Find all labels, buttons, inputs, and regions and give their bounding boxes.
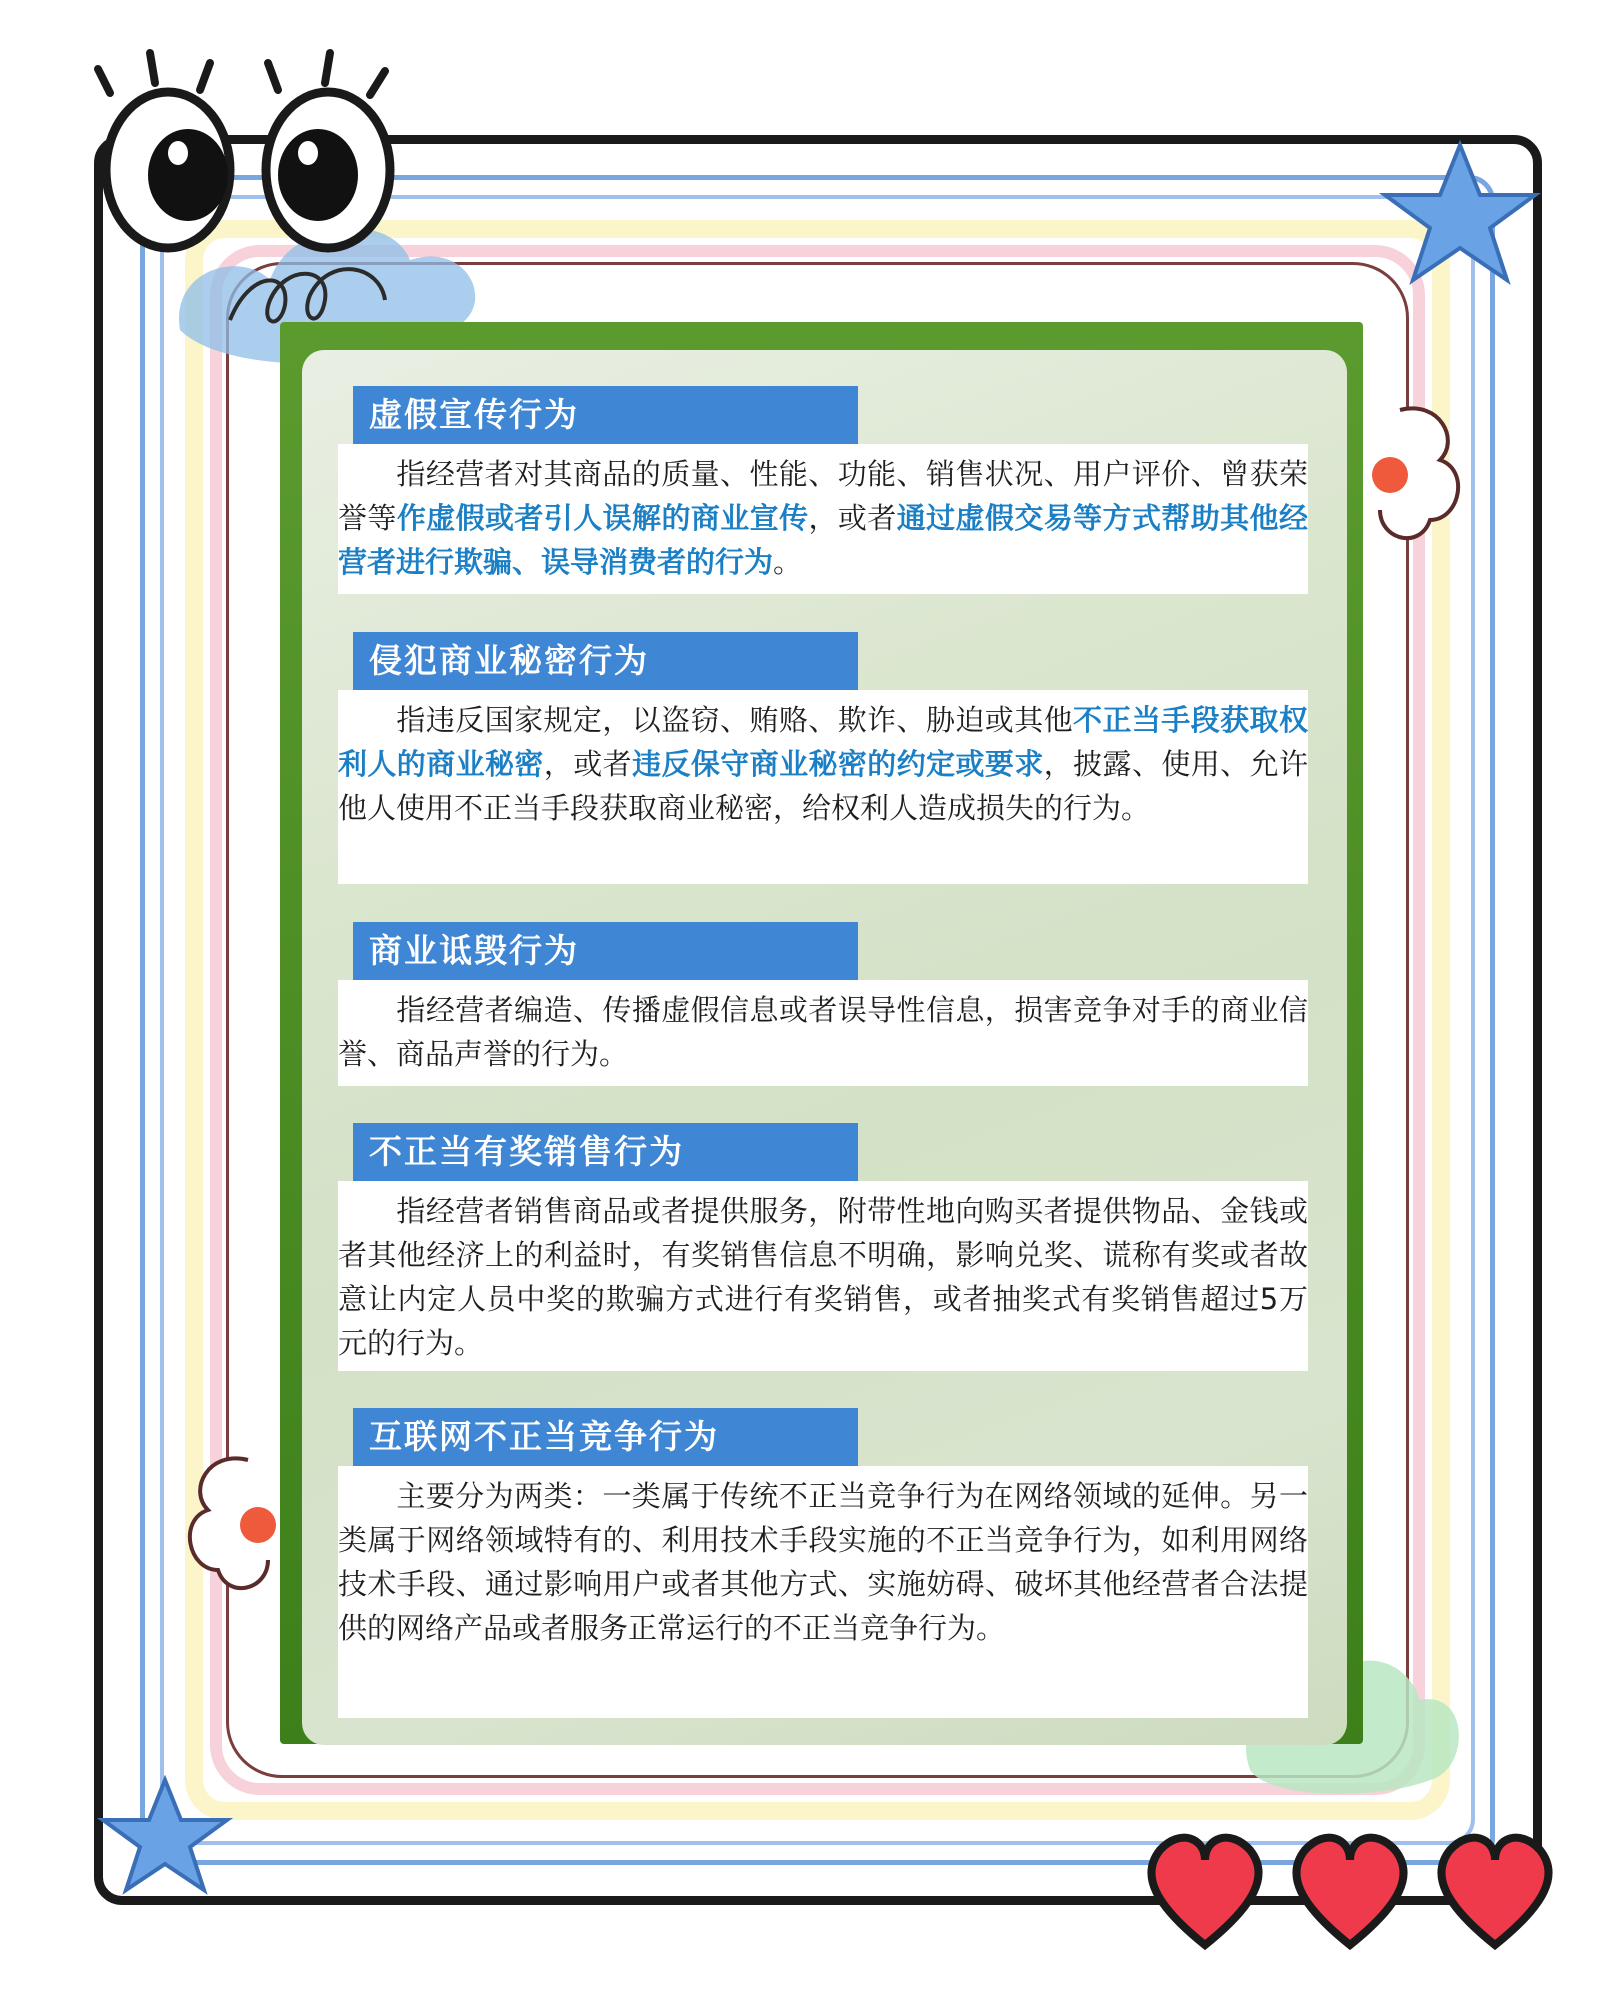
highlighted-text: 通过虚假交易等方式帮助其他经营者进行欺骗、误导消费者的行为 [338,501,1308,579]
highlighted-text: 不正当手段获取权利人的商业秘密 [338,703,1308,781]
highlighted-text: 作虚假或者引人误解的商业宣传 [396,501,809,535]
section-card [338,1408,1308,1720]
text-run: ，披露、使用、允许他人使用不正当手段获取商业秘密，给权利人造成损失的行为。 [338,747,1308,825]
section-body [338,980,1308,1086]
text-run: 指经营者编造、传播虚假信息或者误导性信息，损害竞争对手的商业信誉、商品声誉的行为。 [338,993,1308,1071]
flower-icon [1360,400,1470,560]
section-card [338,632,1308,886]
section-title: 互联网不正当竞争行为 [353,1408,858,1466]
section-title: 商业诋毁行为 [353,922,858,980]
star-icon [1375,140,1545,290]
text-run: 。 [773,545,803,579]
heart-icon [1135,1820,1575,1960]
section-body [338,690,1308,884]
text-run: ，或者 [543,747,633,781]
text-run: ，或者 [808,501,897,535]
text-run: 指经营者销售商品或者提供服务，附带性地向购买者提供物品、金钱或者其他经济上的利益时，有奖销售信息不明确，影响兑奖、谎称有奖或者故意让内定人员中奖的欺骗方式进行有奖销售，或者抽奖式有奖销售超过5万元的行为。 [338,1194,1308,1360]
section-card [338,922,1308,1087]
section-body [338,1181,1308,1371]
section-title: 侵犯商业秘密行为 [353,632,858,690]
section-card [338,386,1308,596]
star-icon [95,1775,235,1900]
section-body [338,444,1308,594]
flower-icon [178,1450,288,1610]
highlighted-text: 违反保守商业秘密的约定或要求 [632,747,1044,781]
section-body [338,1466,1308,1718]
text-run: 主要分为两类：一类属于传统不正当竞争行为在网络领域的延伸。另一类属于网络领域特有的、利用技术手段实施的不正当竞争行为，如利用网络技术手段、通过影响用户或者其他方式、实施妨碍、破坏其他经营者合法提供的网络产品或者服务正常运行的不正当竞争行为。 [338,1479,1308,1645]
section-title: 虚假宣传行为 [353,386,858,444]
section-title: 不正当有奖销售行为 [353,1123,858,1181]
eyes-icon [50,35,410,265]
text-run: 指经营者对其商品的质量、性能、功能、销售状况、用户评价、曾获荣誉等 [338,457,1308,535]
section-card [338,1123,1308,1371]
text-run: 指违反国家规定，以盗窃、贿赂、欺诈、胁迫或其他 [396,703,1074,737]
